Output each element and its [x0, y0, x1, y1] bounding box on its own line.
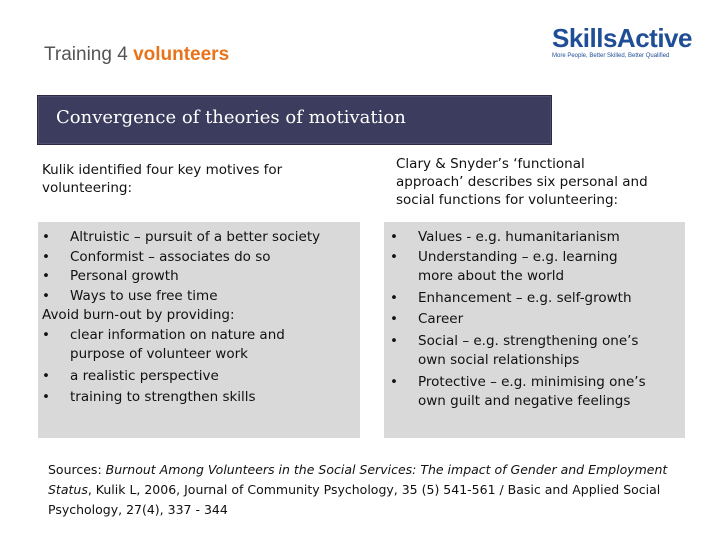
title-accent: volunteers [133, 44, 230, 65]
function-text: Understanding – e.g. learning [418, 248, 618, 265]
list-item [390, 248, 646, 268]
title-prefix: Training 4 [44, 44, 134, 65]
list-item [390, 373, 646, 393]
list-item [42, 228, 320, 248]
provision-continuation: purpose of volunteer work [70, 346, 248, 362]
page-title [44, 44, 229, 66]
bullet-icon: • [42, 367, 50, 384]
function-text: Protective – e.g. minimising one’s [418, 373, 646, 390]
bullet-icon: • [42, 268, 50, 284]
function-continuation: own guilt and negative feelings [418, 393, 631, 409]
motive-text: Ways to use free time [70, 287, 218, 304]
banner-title: Convergence of theories of motivation [56, 107, 406, 128]
sources-article-title: Burnout Among Volunteers in the Social Services: The impact of Gender and Employment Status [48, 462, 668, 497]
motive-text: Personal growth [70, 268, 179, 284]
function-text: Career [418, 311, 464, 327]
kulik-intro-line: Kulik identified four key motives for [42, 162, 283, 178]
kulik-intro [42, 161, 282, 197]
list-item [42, 267, 320, 287]
logo-wordmark: SkillsActive [552, 23, 692, 53]
function-text: Values - e.g. humanitarianism [418, 229, 620, 245]
motive-text: Conformist – associates do so [70, 248, 271, 265]
bullet-icon: • [390, 373, 398, 390]
clary-intro-line: Clary & Snyder’s ‘functional [396, 156, 585, 172]
provision-text: a realistic perspective [70, 367, 219, 384]
clary-intro-line: social functions for volunteering: [396, 192, 619, 208]
provision-text: training to strengthen skills [70, 389, 256, 405]
bullet-icon: • [390, 332, 398, 349]
clary-intro-line: approach’ describes six personal and [396, 174, 648, 190]
bullet-icon: • [390, 311, 398, 327]
list-item [42, 287, 320, 307]
list-item [42, 326, 320, 346]
sources-citation [48, 460, 698, 520]
function-text: Enhancement – e.g. self-growth [418, 289, 632, 306]
skillsactive-logo [552, 24, 692, 59]
bullet-icon: • [42, 229, 50, 245]
clary-functions-list [390, 228, 646, 412]
section-banner [37, 95, 552, 145]
list-item [390, 310, 646, 330]
bullet-icon: • [390, 229, 398, 245]
bullet-icon: • [390, 289, 398, 306]
bullet-icon: • [42, 248, 50, 265]
provision-text: clear information on nature and [70, 326, 285, 343]
function-continuation: own social relationships [418, 352, 580, 368]
list-item [42, 388, 320, 408]
bullet-icon: • [42, 326, 50, 343]
list-item [390, 228, 646, 248]
kulik-motives-list [42, 228, 320, 408]
function-continuation: more about the world [418, 268, 565, 284]
bullet-icon: • [42, 287, 50, 304]
bullet-icon: • [42, 389, 50, 405]
burnout-heading: Avoid burn-out by providing: [42, 307, 235, 323]
clary-snyder-intro [396, 155, 648, 209]
bullet-icon: • [390, 248, 398, 265]
logo-tagline: More People, Better Skilled, Better Qualified [552, 53, 670, 59]
kulik-intro-line: volunteering: [42, 180, 132, 196]
sources-details: , Kulik L, 2006, Journal of Community Psychology, 35 (5) 541-561 / Basic and Applied Social Psychology, 27(4), 337 - 344 [48, 482, 661, 517]
sources-label: Sources: [48, 462, 106, 477]
motive-text: Altruistic – pursuit of a better society [70, 229, 321, 245]
list-item [390, 332, 646, 352]
list-item [42, 367, 320, 387]
list-item [42, 248, 320, 268]
list-item [390, 289, 646, 309]
function-text: Social – e.g. strengthening one’s [418, 332, 639, 349]
